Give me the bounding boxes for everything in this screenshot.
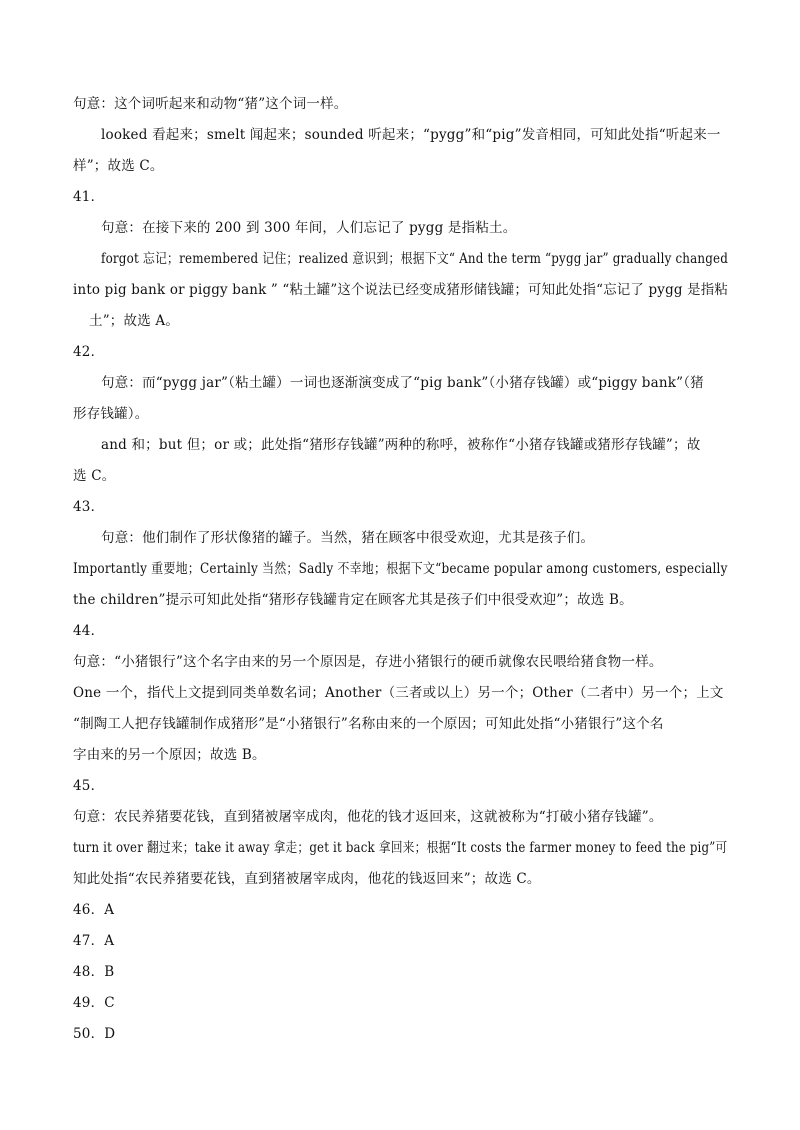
text-line: turn it over 翻过来；take it away 拿走；get it back 拿回来；根据“It costs the farmer money to feed the pig”可 [73, 840, 728, 856]
answer-line: 49．C [73, 995, 115, 1011]
text-line: 知此处指“农民养猪要花钱，直到猪被屠宰成肉，他花的钱返回来”；故选 C。 [73, 871, 541, 887]
answer-line: 50．D [73, 1026, 116, 1042]
text-line: 土”；故选 A。 [89, 313, 180, 329]
text-line: 句意：农民养猪要花钱，直到猪被屠宰成肉，他花的钱才返回来，这就被称为“打破小猪存钱罐”。 [73, 809, 663, 825]
question-number: 41． [73, 189, 105, 205]
text-line: 形存钱罐）。 [73, 406, 149, 422]
question-number: 43． [73, 499, 105, 515]
text-line: One 一个，指代上文提到同类单数名词；Another（三者或以上）另一个；Other（二者中）另一个；上文 [73, 685, 724, 701]
text-line: 选 C。 [73, 468, 116, 484]
text-line: 句意：他们制作了形状像猪的罐子。当然，猪在顾客中很受欢迎，尤其是孩子们。 [101, 530, 595, 546]
text-line: 句意：这个词听起来和动物“猪”这个词一样。 [73, 96, 348, 112]
text-line: 句意：在接下来的 200 到 300 年间，人们忘记了 pygg 是指粘土。 [101, 220, 517, 236]
question-number: 44． [73, 623, 105, 639]
text-line: and 和；but 但；or 或；此处指“猪形存钱罐”两种的称呼，被称作“小猪存钱罐或猪形存钱罐”；故 [101, 437, 701, 453]
text-line: 句意：“小猪银行”这个名字由来的另一个原因是，存进小猪银行的硬币就像农民喂给猪食物一样。 [73, 654, 663, 670]
question-number: 42． [73, 344, 105, 360]
answer-line: 47．A [73, 933, 115, 949]
text-line: looked 看起来；smelt 闻起来；sounded 听起来；“pygg”和“pig”发音相同，可知此处指“听起来一 [101, 127, 721, 143]
text-line: 句意：而“pygg jar”（粘土罐）一词也逐渐演变成了“pig bank”（小猪存钱罐）或“piggy bank”（猪 [101, 375, 704, 391]
answer-line: 46．A [73, 902, 115, 918]
text-line: “制陶工人把存钱罐制作成猪形”是“小猪银行”名称由来的一个原因；可知此处指“小猪银行”这个名 [73, 716, 664, 732]
text-line: forgot 忘记；remembered 记住；realized 意识到；根据下文“ And the term “pygg jar” gradually changed [101, 251, 729, 267]
text-line: Importantly 重要地；Certainly 当然；Sadly 不幸地；根据下文“became popular among customers, especially [73, 561, 728, 577]
text-line: 样”；故选 C。 [73, 158, 164, 174]
text-line: the children”提示可知此处指“猪形存钱罐肯定在顾客尤其是孩子们中很受欢迎”；故选 B。 [73, 592, 633, 608]
answer-line: 48．B [73, 964, 115, 980]
question-number: 45． [73, 778, 105, 794]
text-line: 字由来的另一个原因；故选 B。 [73, 747, 266, 763]
text-line: into pig bank or piggy bank ” “粘土罐”这个说法已经变成猪形储钱罐；可知此处指“忘记了 pygg 是指粘 [73, 282, 728, 298]
